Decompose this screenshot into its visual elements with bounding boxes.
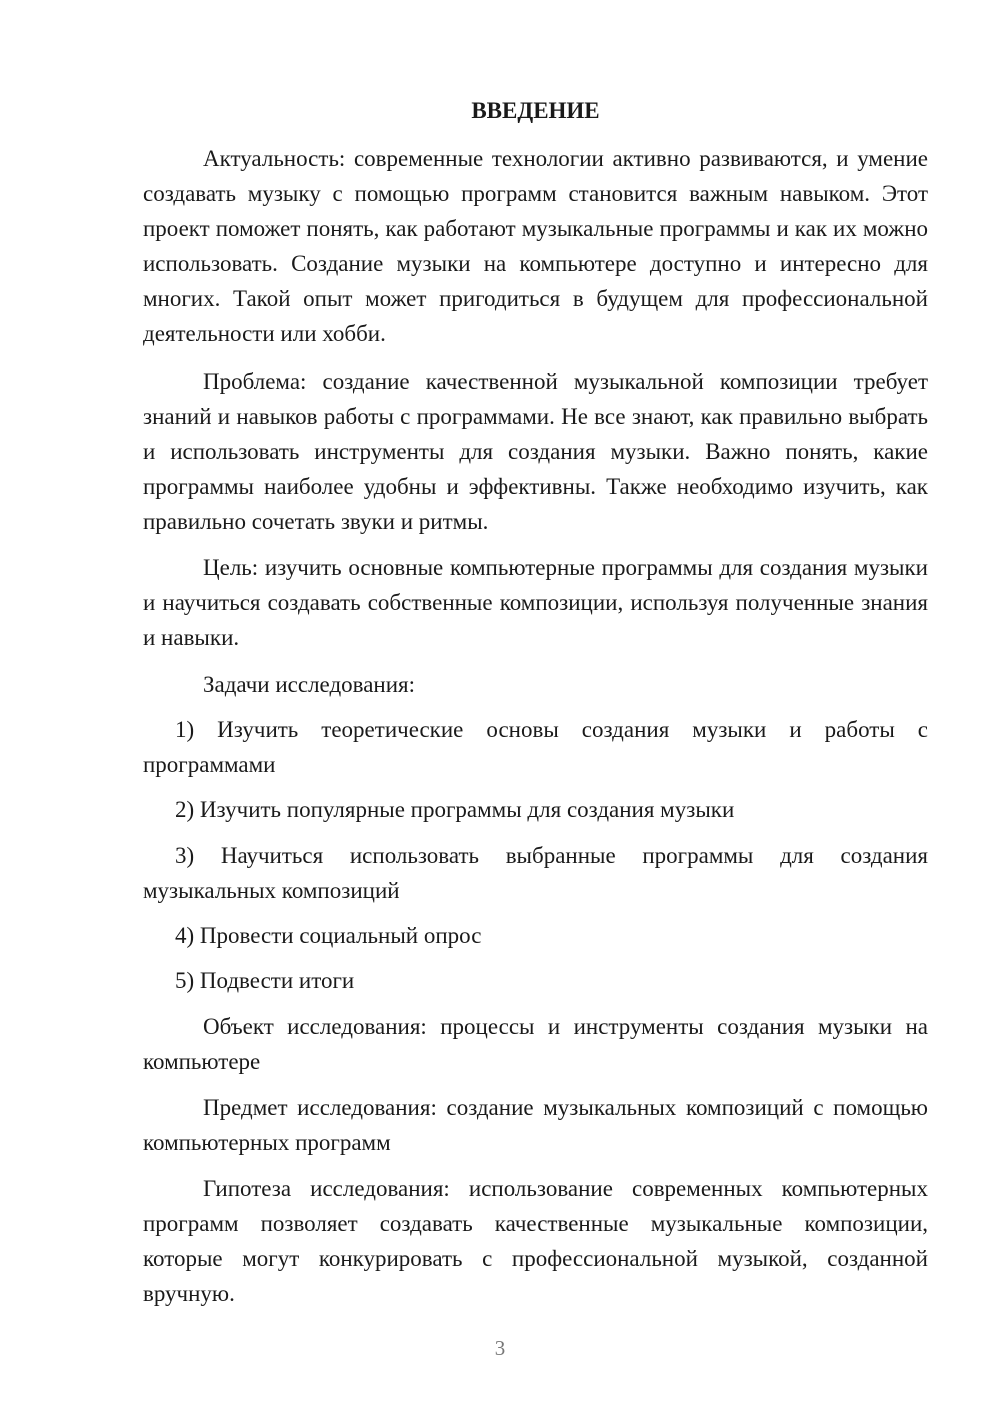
task-item-3: 3) Научиться использовать выбранные программы для создания музыкальных композиций bbox=[143, 843, 928, 903]
hypothesis-paragraph: Гипотеза исследования: использование современных компьютерных программ позволяет создавать качественные музыкальные композиции, которые могут конкурировать с профессиональной музыкой, созданной вручную. bbox=[143, 1176, 928, 1306]
task-item-5: 5) Подвести итоги bbox=[175, 968, 355, 993]
problem-paragraph: Проблема: создание качественной музыкальной композиции требует знаний и навыков работы с программами. Не все знают, как правильно выбрать и использовать инструменты для создания музыки. Важно понять, какие программы наиболее удобны и эффективны. Также необходимо изучить, как правильно сочетать звуки и ритмы. bbox=[143, 369, 928, 534]
goal-paragraph: Цель: изучить основные компьютерные программы для создания музыки и научиться создавать собственные композиции, используя полученные знания и навыки. bbox=[143, 555, 928, 650]
page-title: ВВЕДЕНИЕ bbox=[471, 98, 600, 123]
page-number: 3 bbox=[494, 1336, 506, 1360]
tasks-heading: Задачи исследования: bbox=[203, 672, 416, 697]
object-paragraph: Объект исследования: процессы и инструменты создания музыки на компьютере bbox=[143, 1014, 928, 1074]
task-item-2: 2) Изучить популярные программы для создания музыки bbox=[175, 797, 735, 822]
relevance-paragraph: Актуальность: современные технологии активно развиваются, и умение создавать музыку с помощью программ становится важным навыком. Этот проект поможет понять, как работают музыкальные программы и как их можно использовать. Создание музыки на компьютере доступно и интересно для многих. Такой опыт может пригодиться в будущем для профессиональной деятельности или хобби. bbox=[143, 146, 928, 346]
subject-paragraph: Предмет исследования: создание музыкальных композиций с помощью компьютерных программ bbox=[143, 1095, 928, 1155]
task-item-4: 4) Провести социальный опрос bbox=[175, 923, 482, 948]
task-item-1: 1) Изучить теоретические основы создания музыки и работы с программами bbox=[143, 717, 928, 777]
